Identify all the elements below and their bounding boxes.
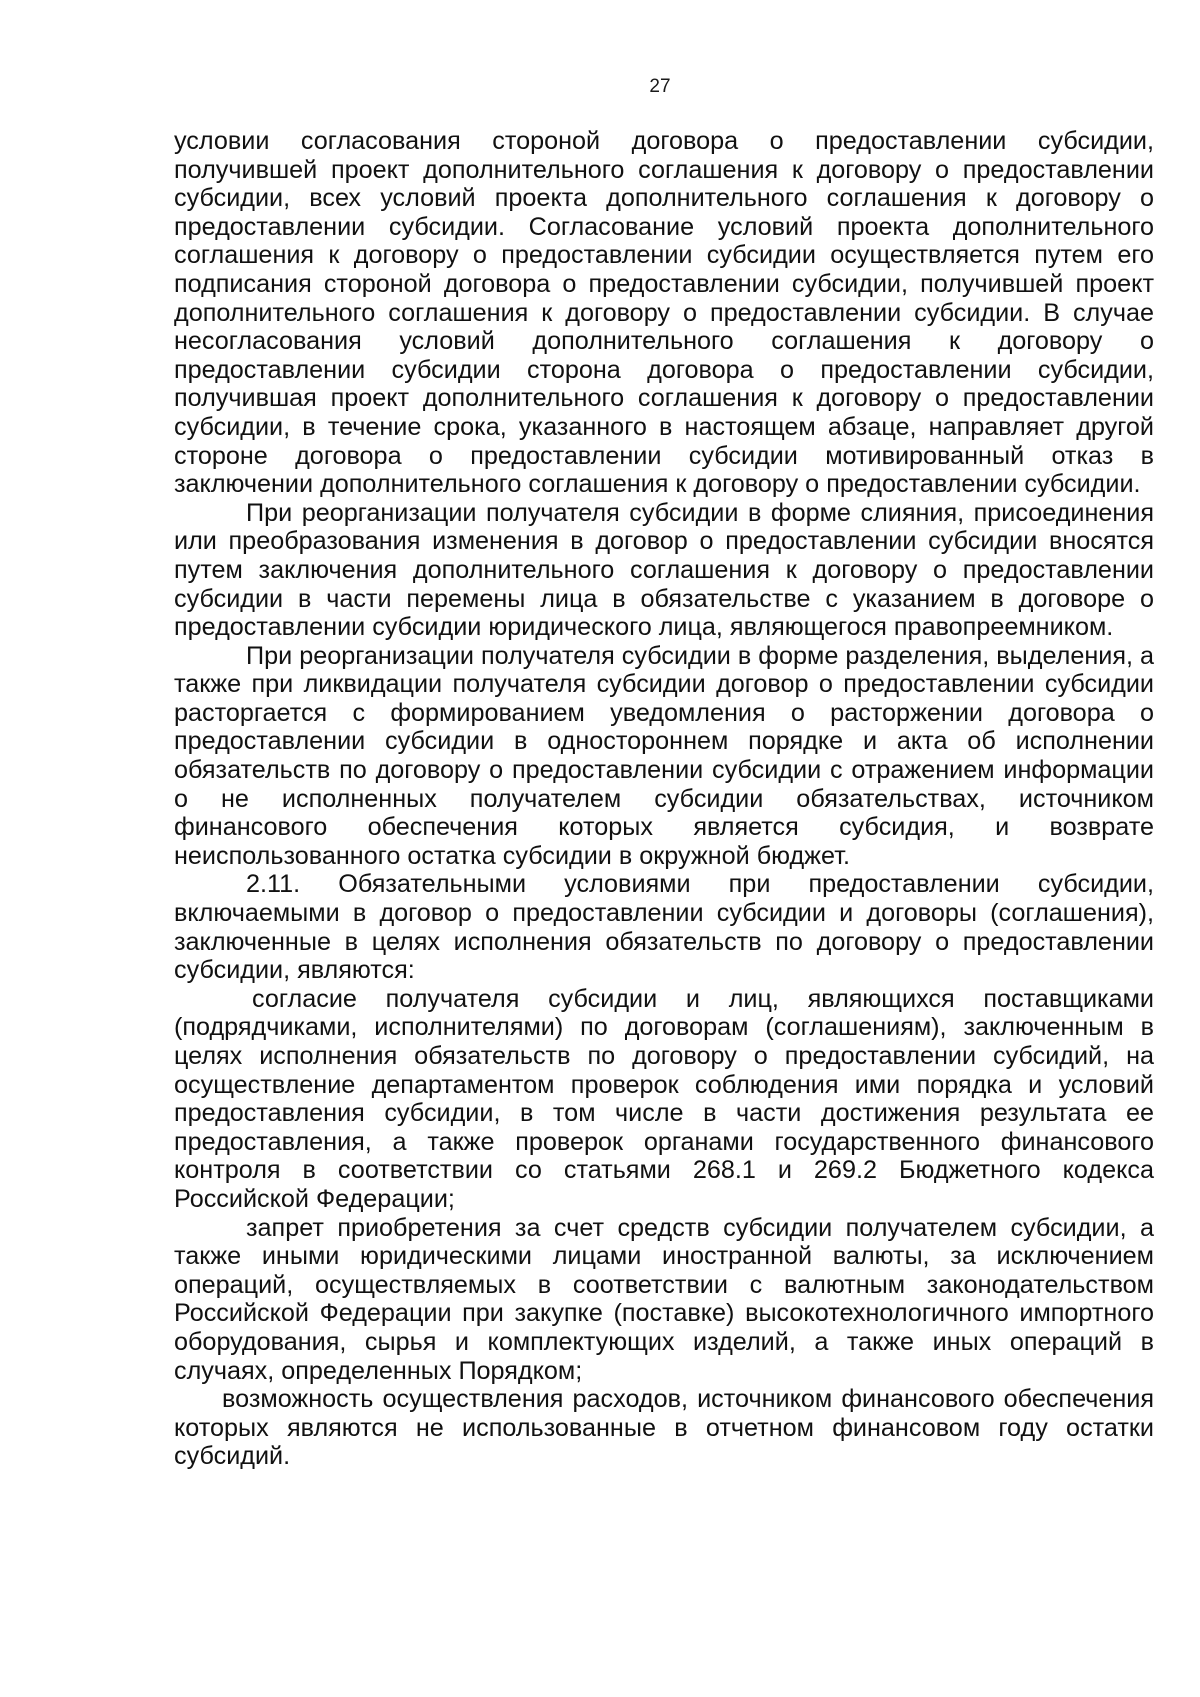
- paragraph-currency-purchase-ban: запрет приобретения за счет средств субсидии получателем субсидии, а также иными юридическими лицами иностранной валюты, за исключением операций, осуществляемых в соответствии с валютным законодательством Российской Федерации при закупке (поставке) высокотехнологичного импортного оборудования, сырья и комплектующих изделий, а также иных операций в случаях, определенных Порядком;: [174, 1213, 1154, 1385]
- paragraph-consent-to-inspections: согласие получателя субсидии и лиц, являющихся поставщиками (подрядчиками, исполнителями) по договорам (соглашениям), заключенным в целях исполнения обязательств по договору о предоставлении субсидий, на осуществление департаментом проверок соблюдения ими порядка и условий предоставления субсидии, в том числе в части достижения результата ее предоставления, а также проверок органами государственного финансового контроля в соответствии со статьями 268.1 и 269.2 Бюджетного кодекса Российской Федерации;: [174, 984, 1154, 1213]
- paragraph-reorganization-merger: При реорганизации получателя субсидии в форме слияния, присоединения или преобразования изменения в договор о предоставлении субсидии вносятся путем заключения дополнительного соглашения к договору о предоставлении субсидии в части перемены лица в обязательстве с указанием в договоре о предоставлении субсидии юридического лица, являющегося правопреемником.: [174, 498, 1154, 642]
- paragraph-section-2-11: 2.11. Обязательными условиями при предоставлении субсидии, включаемыми в договор о предоставлении субсидии и договоры (соглашения), заключенные в целях исполнения обязательств по договору о предоставлении субсидии, являются:: [174, 870, 1154, 985]
- page-number: 27: [649, 76, 671, 97]
- document-body: [174, 127, 1154, 1471]
- paragraph-unused-balance: возможность осуществления расходов, источником финансового обеспечения которых являются не использованные в отчетном финансовом году остатки субсидий.: [174, 1385, 1154, 1471]
- paragraph-agreement-approval: условии согласования стороной договора о предоставлении субсидии, получившей проект дополнительного соглашения к договору о предоставлении субсидии, всех условий проекта дополнительного соглашения к договору о предоставлении субсидии. Согласование условий проекта дополнительного соглашения к договору о предоставлении субсидии осуществляется путем его подписания стороной договора о предоставлении субсидии, получившей проект дополнительного соглашения к договору о предоставлении субсидии. В случае несогласования условий дополнительного соглашения к договору о предоставлении субсидии сторона договора о предоставлении субсидии, получившая проект дополнительного соглашения к договору о предоставлении субсидии, в течение срока, указанного в настоящем абзаце, направляет другой стороне договора о предоставлении субсидии мотивированный отказ в заключении дополнительного соглашения к договору о предоставлении субсидии.: [174, 127, 1154, 499]
- paragraph-reorganization-division: При реорганизации получателя субсидии в форме разделения, выделения, а также при ликвидации получателя субсидии договор о предоставлении субсидии расторгается с формированием уведомления о расторжении договора о предоставлении субсидии в одностороннем порядке и акта об исполнении обязательств по договору о предоставлении субсидии с отражением информации о не исполненных получателем субсидии обязательствах, источником финансового обеспечения которых является субсидия, и возврате неиспользованного остатка субсидии в окружной бюджет.: [174, 641, 1154, 870]
